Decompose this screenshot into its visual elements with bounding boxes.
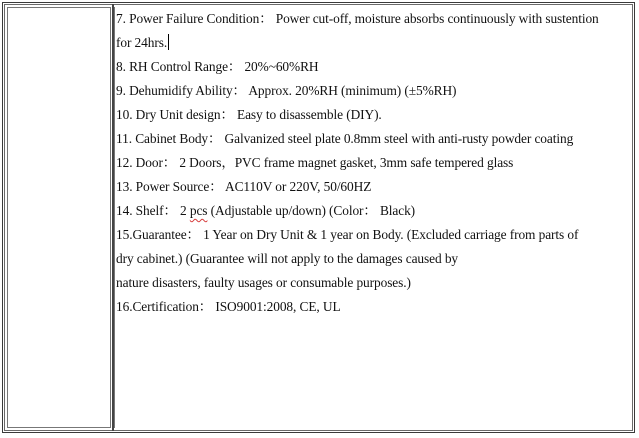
spec-line-power-failure-cont — [116, 31, 631, 55]
spec-line-rh-control: 8. RH Control Range： 20%~60%RH — [116, 59, 319, 74]
spec-line-cabinet-body: 11. Cabinet Body： Galvanized steel plate 0.8mm steel with anti-rusty powder coating — [116, 131, 574, 146]
spec-line-certification: 16.Certification： ISO9001:2008, CE, UL — [116, 299, 341, 314]
spec-line-dry-unit: 10. Dry Unit design： Easy to disassemble (DIY). — [116, 107, 382, 122]
spec-line-door: 12. Door： 2 Doors，PVC frame magnet gasket, 3mm safe tempered glass — [116, 155, 514, 170]
text-caret — [168, 34, 169, 50]
spellcheck-flagged-word[interactable]: pcs — [189, 203, 208, 218]
spec-line-shelf — [116, 199, 631, 223]
spec-line-dehumidify: 9. Dehumidify Ability： Approx. 20%RH (minimum) (±5%RH) — [116, 83, 457, 98]
shelf-prefix: 14. Shelf： 2 — [116, 203, 190, 218]
spec-list[interactable] — [116, 7, 631, 319]
spec-line-power-failure-cont-text: for 24hrs. — [116, 35, 168, 50]
shelf-suffix: (Adjustable up/down) (Color： Black) — [207, 203, 416, 218]
spec-line-guarantee-cont-1: dry cabinet.) (Guarantee will not apply to the damages caused by — [116, 251, 459, 266]
spec-line-guarantee: 15.Guarantee： 1 Year on Dry Unit & 1 year on Body. (Excluded carriage from parts of — [116, 227, 579, 242]
spec-line-power-failure: 7. Power Failure Condition： Power cut-off, moisture absorbs continuously with sustention — [116, 11, 599, 26]
left-column-cell-inner — [7, 7, 111, 428]
spec-line-guarantee-cont-2: nature disasters, faulty usages or consumable purposes.) — [116, 275, 411, 290]
spec-line-power-source: 13. Power Source： AC110V or 220V, 50/60HZ — [116, 179, 372, 194]
